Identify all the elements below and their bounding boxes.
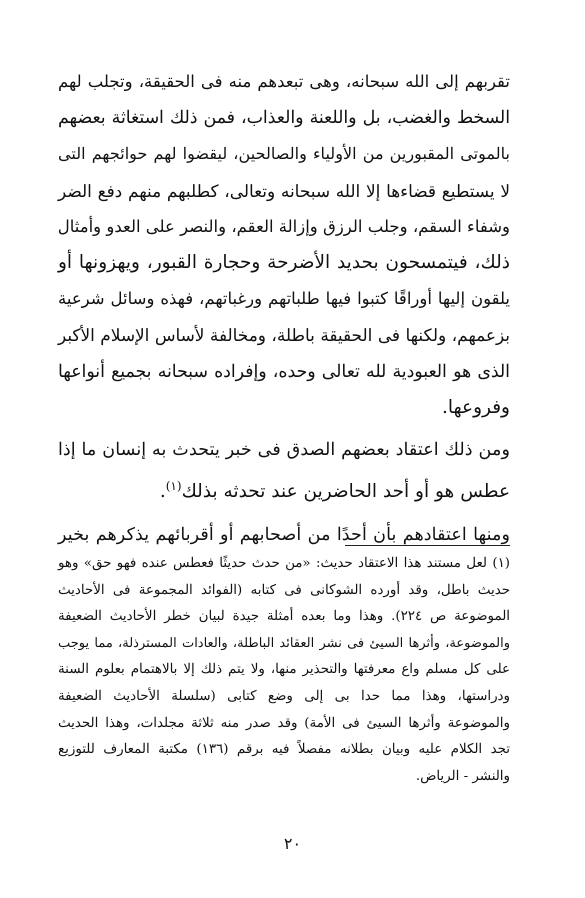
paragraph-line: وشفاء السقم، وجلب الرزق وإزالة العقم، والنصر على العدو وأمثال xyxy=(57,216,510,236)
paragraph-line: ومن ذلك اعتقاد بعضهم الصدق فى خبر يتحدث به إنسان ما إذا xyxy=(58,440,510,461)
paragraph-line xyxy=(58,468,510,510)
paragraph-line: لا يستطيع قضاءها إلا الله سبحانه وتعالى، كطلبهم منهم دفع الضر xyxy=(58,180,510,201)
footnote-line: والموضوعة وأثرها السيئ فى الأمة) وقد صدر منه ثلاثة مجلدات، وهذا الحديث xyxy=(58,715,510,731)
paragraph-1 xyxy=(58,64,510,426)
paragraph-line: ذلك، فيتمسحون بحديد الأضرحة وحجارة القبور، ويهزونها أو xyxy=(58,252,510,274)
paragraph-line: بالموتى المقبورين من الأولياء والصالحين، ليقضوا لهم حوائجهم التى xyxy=(58,144,510,164)
page-number: ٢٠ xyxy=(283,834,302,853)
paragraph-line: تقربهم إلى الله سبحانه، وهى تبعدهم منه فى الحقيقة، وتجلب لهم xyxy=(58,72,510,91)
paragraph-line: الذى هو العبودية لله تعالى وحده، وإفراده سبحانه بجميع أنواعها xyxy=(58,361,510,382)
footnote-divider xyxy=(345,545,510,546)
footnote-line: والنشر - الرياض. xyxy=(415,768,510,784)
footnote-line: على كل مسلم واع معرفتها والتحذير منها، ولا يتم ذلك إلا بالاهتمام بعلوم السنة xyxy=(58,662,510,678)
footnote-reference: (١) xyxy=(165,479,182,494)
paragraph-2 xyxy=(58,432,510,511)
footnote-line: الموضوعة ص ٢٢٤). وهذا وما بعده أمثلة جيدة لبيان خطر الأحاديث الضعيفة xyxy=(58,609,510,625)
paragraph-line: بزعمهم، ولكنها فى الحقيقة باطلة، ومخالفة لأساس الإسلام الأكبر xyxy=(58,325,510,346)
paragraph-line: ومنها اعتقادهم بأن أحدًا من أصحابهم أو أقربائهم يذكرهم بخير xyxy=(58,524,510,545)
paragraph-line: السخط والغضب، بل واللعنة والعذاب، فمن ذلك استغاثة بعضهم xyxy=(58,108,510,129)
footnotes xyxy=(58,551,510,790)
footnote-line: تجد الكلام عليه وبيان بطلانه مفصلاً فيه برقم (١٣٦) مكتبة المعارف للتوزيع xyxy=(58,742,510,758)
paragraph-end-mark: . xyxy=(159,481,166,503)
footnote-line: حديث باطل، وقد أورده الشوكانى فى كتابه (الفوائد المجموعة فى الأحاديث xyxy=(58,582,510,598)
paragraph-line: يلقون إليها أوراقًا كتبوا فيها طلباتهم ورغباتهم، فهذه وسائل شرعية xyxy=(58,289,510,309)
footnote-line: والموضوعة، وأثرها السيئ فى نشر العقائد الباطلة، والعادات المسترذلة، مما يوجب xyxy=(58,635,510,651)
footnote-line: (١) لعل مستند هذا الاعتقاد حديث: «من حدث حديثًا فعطس عنده فهو حق» وهو xyxy=(58,556,510,571)
footnote-line: ودراستها، وهذا مما حدا بى إلى وضع كتابى (سلسلة الأحاديث الضعيفة xyxy=(58,688,510,704)
paragraph-line: وفروعها. xyxy=(441,396,510,418)
main-text xyxy=(58,64,510,553)
paragraph-3 xyxy=(58,517,510,553)
paragraph-line-text: عطس هو أو أحد الحاضرين عند تحدثه بذلك xyxy=(181,481,510,503)
